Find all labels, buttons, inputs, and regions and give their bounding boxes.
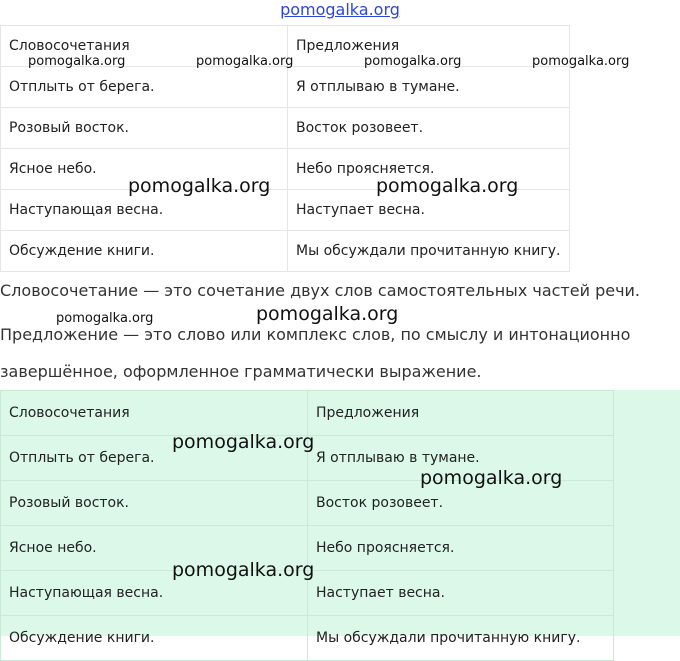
site-header-link[interactable]: pomogalka.org [280, 0, 400, 19]
table-cell: Небо проясняется. [288, 149, 570, 190]
phrases-table-2 [0, 390, 614, 661]
watermark: pomogalka.org [172, 431, 315, 453]
table-cell: Наступает весна. [288, 190, 570, 231]
table-row [1, 616, 614, 661]
table-row [1, 481, 614, 526]
table-row [1, 526, 614, 571]
definition-sentence-line-1: Предложение — это слово или комплекс слов, по смыслу и интонационно [0, 325, 631, 344]
watermark: pomogalka.org [196, 54, 294, 69]
watermark: pomogalka.org [28, 54, 126, 69]
table-cell: Восток розовеет. [288, 108, 570, 149]
table-cell: Отплыть от берега. [1, 436, 308, 481]
table-cell: Отплыть от берега. [1, 67, 288, 108]
table-row [1, 231, 570, 272]
table-cell: Я отплываю в тумане. [308, 436, 614, 481]
table-cell: Небо проясняется. [308, 526, 614, 571]
table-cell: Ясное небо. [1, 149, 288, 190]
watermark: pomogalka.org [532, 54, 630, 69]
table-cell: Розовый восток. [1, 481, 308, 526]
table-row [1, 190, 570, 231]
table-cell: Обсуждение книги. [1, 616, 308, 661]
table-row [1, 436, 614, 481]
table-cell: Словосочетания [1, 26, 288, 67]
watermark: pomogalka.org [420, 467, 563, 489]
table-cell: Розовый восток. [1, 108, 288, 149]
table-cell: Наступающая весна. [1, 571, 308, 616]
watermark: pomogalka.org [128, 175, 271, 197]
watermark: pomogalka.org [256, 303, 399, 325]
phrases-table-1 [0, 25, 570, 272]
table-cell: Словосочетания [1, 391, 308, 436]
table-cell: Обсуждение книги. [1, 231, 288, 272]
table-cell: Ясное небо. [1, 526, 308, 571]
table-row [1, 108, 570, 149]
definition-sentence-line-2: завершённое, оформленное грамматически выражение. [0, 362, 482, 381]
table-cell: Наступает весна. [308, 571, 614, 616]
table-cell: Мы обсуждали прочитанную книгу. [288, 231, 570, 272]
table-cell: Мы обсуждали прочитанную книгу. [308, 616, 614, 661]
watermark: pomogalka.org [56, 311, 154, 326]
table-cell: Я отплываю в тумане. [288, 67, 570, 108]
definition-phrase: Словосочетание — это сочетание двух слов самостоятельных частей речи. [0, 281, 641, 300]
table-header-row [1, 391, 614, 436]
watermark: pomogalka.org [364, 54, 462, 69]
table-cell: Восток розовеет. [308, 481, 614, 526]
table-row [1, 67, 570, 108]
watermark: pomogalka.org [172, 559, 315, 581]
table-cell: Наступающая весна. [1, 190, 288, 231]
table-row [1, 571, 614, 616]
table-cell: Предложения [308, 391, 614, 436]
table-cell: Предложения [288, 26, 570, 67]
table-row [1, 149, 570, 190]
table-header-row [1, 26, 570, 67]
watermark: pomogalka.org [376, 175, 519, 197]
